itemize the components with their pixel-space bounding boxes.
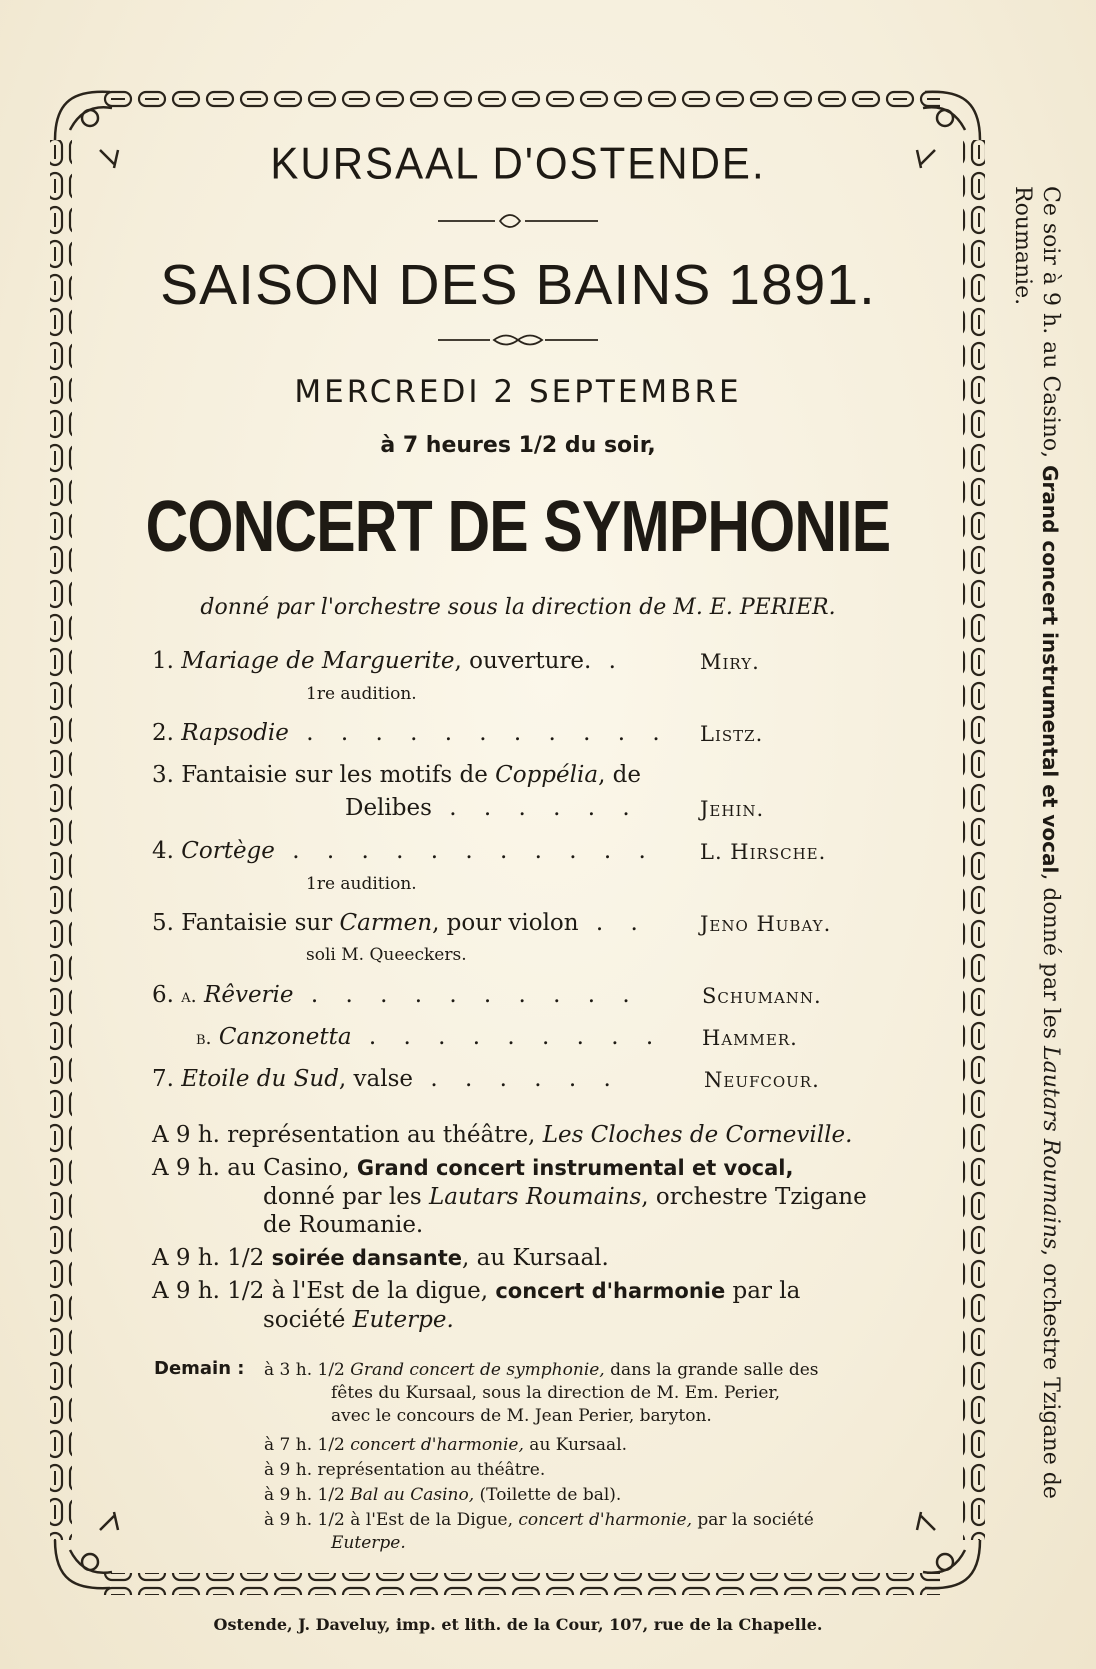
concert-date: MERCREDI 2 SEPTEMBRE	[294, 374, 742, 410]
event-harmonie-line2	[263, 1307, 454, 1333]
demain-time: à 9 h. 1/2	[264, 1485, 345, 1505]
event-harmonie	[152, 1278, 800, 1304]
item-dots: . . . . . . . . . .	[293, 982, 640, 1008]
item-composer: Neufcour.	[704, 1068, 820, 1092]
program-item-5	[152, 910, 648, 936]
demain-text: par la société	[692, 1510, 814, 1530]
item-after: , de	[598, 762, 642, 788]
season-title: SAISON DES BAINS 1891.	[160, 253, 876, 317]
event-theatre	[152, 1122, 852, 1148]
item-dots: . .	[578, 910, 648, 936]
item-after: , ouverture.	[454, 648, 592, 674]
program-item-2	[152, 720, 670, 746]
program-item-6b	[196, 1024, 663, 1050]
item-note: 1re audition.	[306, 874, 417, 894]
concert-time: à 7 heures 1/2 du soir,	[380, 433, 656, 458]
item-dots: .	[591, 648, 626, 674]
event-casino-line3: de Roumanie.	[263, 1212, 424, 1238]
concert-title: CONCERT DE SYMPHONIE	[145, 487, 891, 567]
demain-italic: Bal au Casino,	[344, 1485, 475, 1505]
event-italic: Lautars Roumains	[428, 1184, 642, 1210]
item-prefix: a.	[181, 985, 197, 1007]
item-title-italic: Carmen	[339, 910, 433, 936]
item-title-italic: Coppélia	[495, 762, 599, 788]
side-note-text: Ce soir à 9 h. au Casino,	[1038, 186, 1063, 466]
event-text: A 9 h. 1/2 à l'Est de la digue,	[152, 1278, 496, 1304]
demain-item-1-line3: avec le concours de M. Jean Perier, baryton.	[331, 1406, 712, 1426]
item-composer: Jeno Hubay.	[700, 912, 832, 936]
event-italic: Les Cloches de Corneville.	[542, 1122, 853, 1148]
demain-time: à 7 h. 1/2	[264, 1435, 345, 1455]
item-dots: . . . . . . . . . . .	[274, 838, 656, 864]
item-title: Etoile du Sud	[181, 1066, 339, 1092]
side-note-text: , orchestre Tzigane de Roumanie.	[1010, 186, 1063, 1499]
item-line2: Delibes	[345, 795, 432, 821]
demain-italic: concert d'harmonie,	[518, 1510, 693, 1530]
item-dots: . . . . . .	[413, 1066, 621, 1092]
demain-text: représentation au théâtre.	[312, 1460, 546, 1480]
demain-text: (Toilette de bal).	[474, 1485, 622, 1505]
demain-time: à 9 h. 1/2	[264, 1510, 345, 1530]
side-note-italic: Lautars Roumains	[1038, 1046, 1063, 1250]
item-composer: Hammer.	[702, 1026, 798, 1050]
program-item-3-line2	[345, 795, 640, 821]
event-text: , au Kursaal.	[461, 1245, 609, 1271]
venue-title: KURSAAL D'OSTENDE.	[270, 138, 766, 189]
demain-text: dans la grande salle des	[604, 1360, 819, 1380]
item-composer: Miry.	[700, 650, 760, 674]
demain-item-1	[264, 1360, 819, 1380]
item-number: 2.	[152, 720, 174, 746]
item-title: Fantaisie sur les motifs de	[181, 762, 496, 788]
item-composer: Listz.	[700, 722, 764, 746]
item-composer: Schumann.	[702, 984, 822, 1008]
demain-label: Demain :	[154, 1358, 245, 1379]
event-text: donné par les	[263, 1184, 429, 1210]
direction-line: donné par l'orchestre sous la direction de M. E. PERIER.	[200, 595, 836, 620]
item-number: 5.	[152, 910, 174, 936]
event-text: par la	[725, 1278, 801, 1304]
item-title: Fantaisie sur	[181, 910, 340, 936]
item-number: 6.	[152, 982, 174, 1008]
program-item-3	[152, 762, 641, 788]
demain-italic: concert d'harmonie,	[344, 1435, 524, 1455]
event-bold: Grand concert instrumental et vocal,	[356, 1156, 794, 1180]
event-text: A 9 h. au Casino,	[152, 1155, 357, 1181]
demain-item-1-line2: fêtes du Kursaal, sous la direction de M. Em. Perier,	[331, 1383, 781, 1403]
item-title: Rapsodie	[181, 720, 289, 746]
printer-footer: Ostende, J. Daveluy, imp. et lith. de la Cour, 107, rue de la Chapelle.	[213, 1615, 823, 1634]
item-title: Canzonetta	[218, 1024, 352, 1050]
item-title: Mariage de Marguerite	[181, 648, 455, 674]
item-title: Cortège	[181, 838, 275, 864]
item-note: 1re audition.	[306, 684, 417, 704]
event-dance	[152, 1245, 609, 1271]
event-bold: concert d'harmonie	[495, 1279, 726, 1303]
event-text: , orchestre Tzigane	[641, 1184, 867, 1210]
event-text: A 9 h. représentation au théâtre,	[152, 1122, 543, 1148]
demain-time: à 3 h. 1/2	[264, 1360, 345, 1380]
demain-text: à l'Est de la Digue,	[344, 1510, 519, 1530]
item-number: 3.	[152, 762, 174, 788]
side-note-text: , donné par les	[1038, 873, 1063, 1047]
event-casino-line2	[263, 1184, 867, 1210]
item-number: 7.	[152, 1066, 174, 1092]
item-number: 4.	[152, 838, 174, 864]
item-dots: . . . . . .	[431, 795, 640, 821]
item-prefix: b.	[196, 1027, 212, 1049]
program-item-7	[152, 1066, 621, 1092]
event-text: A 9 h. 1/2	[152, 1245, 272, 1271]
program-item-4	[152, 838, 656, 864]
side-note-bold: Grand concert instrumental et vocal	[1038, 465, 1062, 874]
demain-text: au Kursaal.	[523, 1435, 628, 1455]
demain-item-3	[264, 1460, 545, 1480]
event-italic: Euterpe.	[352, 1307, 454, 1333]
item-number: 1.	[152, 648, 174, 674]
item-note: soli M. Queeckers.	[306, 945, 467, 965]
item-after: , pour violon	[432, 910, 579, 936]
item-dots: . . . . . . . . .	[351, 1024, 664, 1050]
item-composer: Jehin.	[700, 797, 765, 821]
event-text: société	[263, 1307, 353, 1333]
event-casino	[152, 1155, 793, 1181]
demain-item-5	[264, 1510, 814, 1530]
event-bold: soirée dansante	[271, 1246, 462, 1270]
demain-item-2	[264, 1435, 627, 1455]
item-title: Rêverie	[204, 982, 294, 1008]
demain-item-5-line2: Euterpe.	[331, 1533, 406, 1553]
program-item-6a	[152, 982, 640, 1008]
demain-time: à 9 h.	[264, 1460, 313, 1480]
item-dots: . . . . . . . . . . .	[288, 720, 670, 746]
item-after: , valse	[338, 1066, 414, 1092]
program-item-1	[152, 648, 626, 674]
demain-item-4	[264, 1485, 621, 1505]
side-note	[1008, 186, 1064, 1526]
demain-italic: Grand concert de symphonie,	[344, 1360, 605, 1380]
item-composer: L. Hirsche.	[700, 840, 827, 864]
